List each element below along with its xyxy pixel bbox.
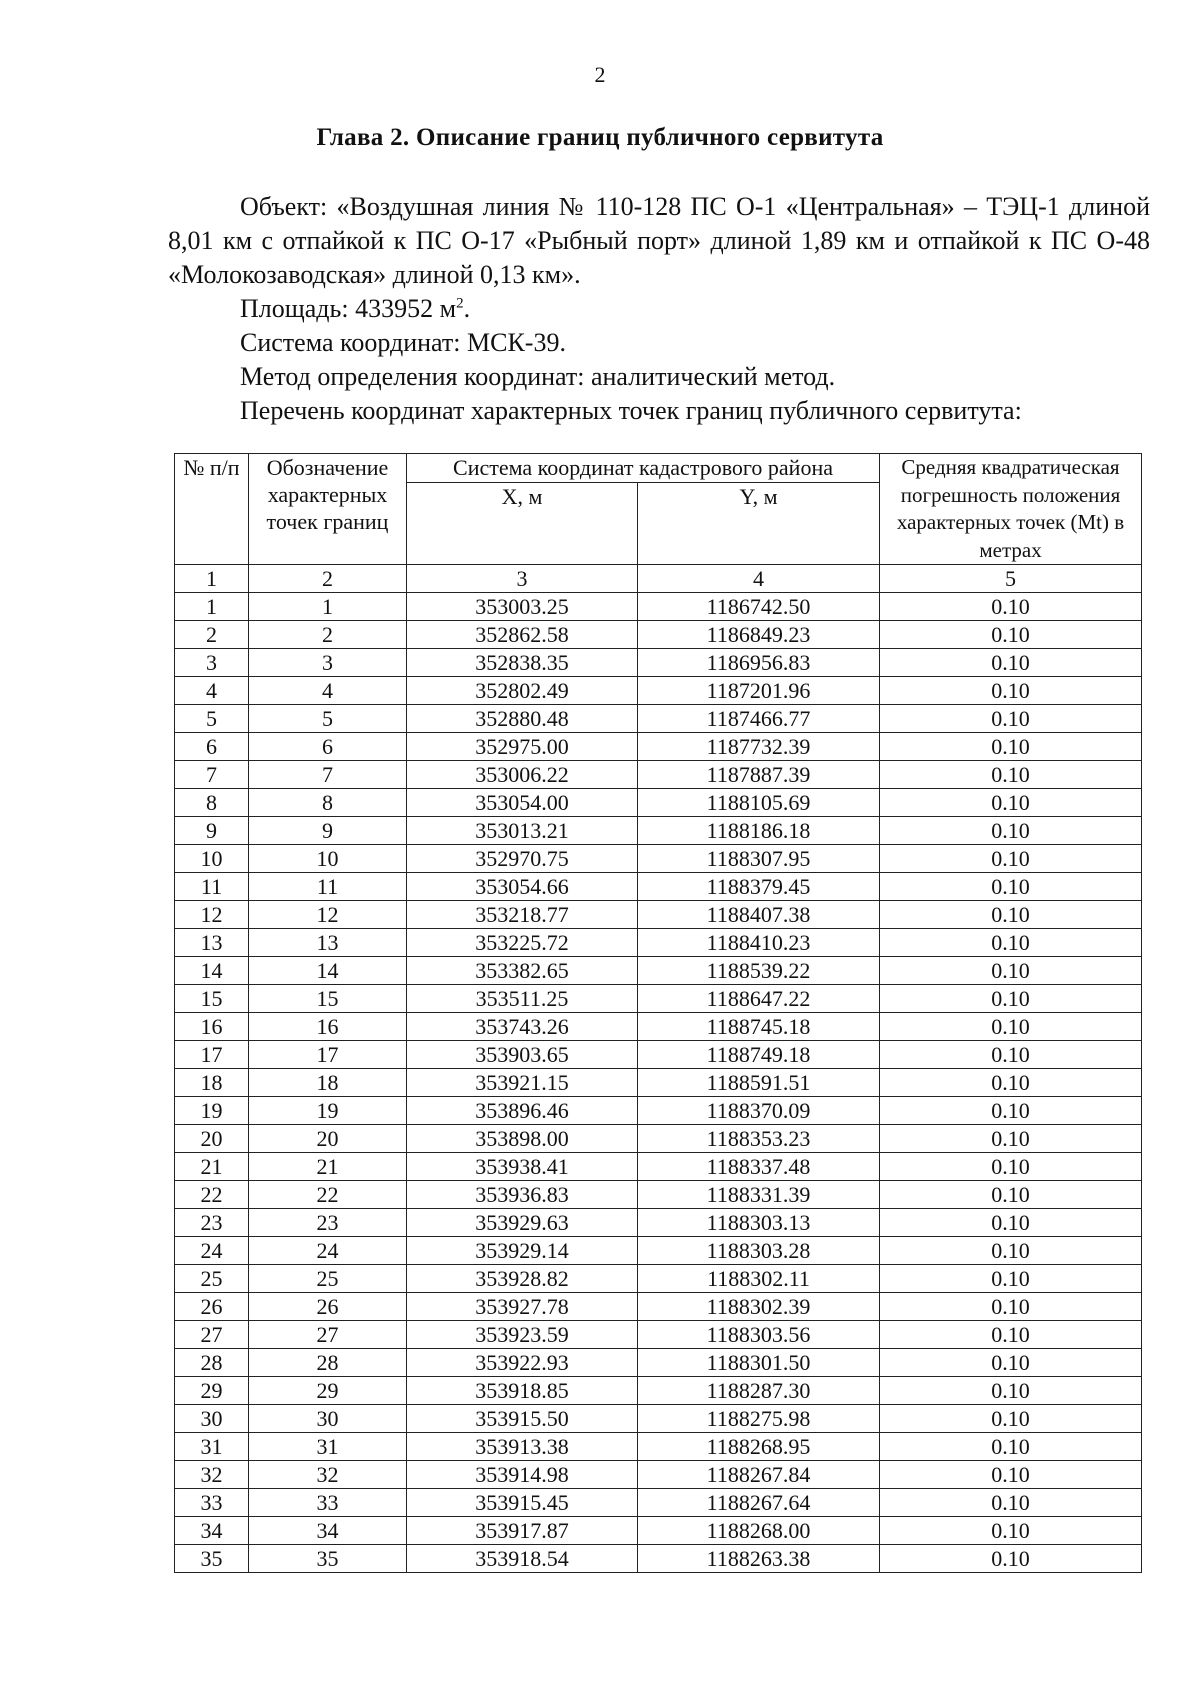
cell-designation: 34	[249, 1517, 407, 1545]
cell-number: 33	[175, 1489, 249, 1517]
cell-y: 1188268.95	[638, 1433, 880, 1461]
table-row	[175, 1321, 1142, 1349]
cell-y: 1188105.69	[638, 789, 880, 817]
cell-y: 1188539.22	[638, 957, 880, 985]
cell-error: 0.10	[880, 705, 1142, 733]
cell-number: 26	[175, 1293, 249, 1321]
cell-x: 353922.93	[407, 1349, 638, 1377]
cell-number: 9	[175, 817, 249, 845]
cell-y: 1188379.45	[638, 873, 880, 901]
cell-error: 0.10	[880, 733, 1142, 761]
cell-error: 0.10	[880, 957, 1142, 985]
cell-number: 25	[175, 1265, 249, 1293]
cell-error: 0.10	[880, 621, 1142, 649]
cell-error: 0.10	[880, 1545, 1142, 1573]
cell-number: 34	[175, 1517, 249, 1545]
table-row	[175, 789, 1142, 817]
cell-x: 353927.78	[407, 1293, 638, 1321]
object-description-text: Объект: «Воздушная линия № 110-128 ПС О-1 «Центральная» – ТЭЦ-1 длиной 8,01 км с отпайкой к ПС О-17 «Рыбный порт» длиной 1,89 км и отпайкой к ПС О-48 «Молокозаводская» длиной 0,13 км».	[168, 192, 1150, 289]
cell-number: 22	[175, 1181, 249, 1209]
cell-number: 8	[175, 789, 249, 817]
cell-x: 353938.41	[407, 1153, 638, 1181]
cell-error: 0.10	[880, 677, 1142, 705]
cell-x: 353003.25	[407, 593, 638, 621]
cell-y: 1188303.28	[638, 1237, 880, 1265]
coordinates-table	[174, 453, 1142, 1573]
chapter-heading: Глава 2. Описание границ публичного сервитута	[316, 124, 884, 151]
cell-number: 2	[175, 621, 249, 649]
table-row	[175, 1181, 1142, 1209]
cell-x: 353918.54	[407, 1545, 638, 1573]
cell-designation: 30	[249, 1405, 407, 1433]
cell-x: 353929.14	[407, 1237, 638, 1265]
cell-x: 353225.72	[407, 929, 638, 957]
cell-y: 1188302.11	[638, 1265, 880, 1293]
cell-y: 1187201.96	[638, 677, 880, 705]
coordinates-table-header	[175, 454, 1142, 565]
cell-number: 28	[175, 1349, 249, 1377]
table-row	[175, 1489, 1142, 1517]
cell-number: 4	[175, 677, 249, 705]
page-number: 2	[594, 62, 606, 87]
cell-designation: 27	[249, 1321, 407, 1349]
table-row	[175, 1349, 1142, 1377]
cell-x: 353006.22	[407, 761, 638, 789]
cell-error: 0.10	[880, 1125, 1142, 1153]
table-row	[175, 1013, 1142, 1041]
cell-x: 353054.66	[407, 873, 638, 901]
cell-x: 353903.65	[407, 1041, 638, 1069]
cell-designation: 7	[249, 761, 407, 789]
table-row	[175, 957, 1142, 985]
cell-y: 1188186.18	[638, 817, 880, 845]
cell-error: 0.10	[880, 1293, 1142, 1321]
table-row	[175, 1293, 1142, 1321]
index-cell: 1	[175, 565, 249, 593]
table-row	[175, 1405, 1142, 1433]
table-row	[175, 1097, 1142, 1125]
cell-number: 35	[175, 1545, 249, 1573]
coordinates-table-body	[175, 565, 1142, 1573]
cell-number: 5	[175, 705, 249, 733]
cell-number: 29	[175, 1377, 249, 1405]
cell-y: 1187732.39	[638, 733, 880, 761]
cell-designation: 19	[249, 1097, 407, 1125]
cell-y: 1186956.83	[638, 649, 880, 677]
cell-error: 0.10	[880, 761, 1142, 789]
cell-designation: 14	[249, 957, 407, 985]
cell-x: 353898.00	[407, 1125, 638, 1153]
cell-designation: 11	[249, 873, 407, 901]
table-row	[175, 1265, 1142, 1293]
cell-y: 1188263.38	[638, 1545, 880, 1573]
cell-designation: 6	[249, 733, 407, 761]
cell-x: 352975.00	[407, 733, 638, 761]
cell-x: 353218.77	[407, 901, 638, 929]
cell-number: 13	[175, 929, 249, 957]
cell-y: 1188331.39	[638, 1181, 880, 1209]
cell-error: 0.10	[880, 1069, 1142, 1097]
cell-error: 0.10	[880, 1097, 1142, 1125]
header-y: Y, м	[638, 482, 880, 565]
cell-y: 1188301.50	[638, 1349, 880, 1377]
cell-error: 0.10	[880, 985, 1142, 1013]
index-cell: 2	[249, 565, 407, 593]
table-row	[175, 985, 1142, 1013]
table-row	[175, 1237, 1142, 1265]
cell-x: 352970.75	[407, 845, 638, 873]
cell-number: 20	[175, 1125, 249, 1153]
cell-y: 1188302.39	[638, 1293, 880, 1321]
cell-error: 0.10	[880, 1013, 1142, 1041]
coordinate-system-line: Система координат: МСК-39.	[240, 328, 566, 357]
cell-designation: 22	[249, 1181, 407, 1209]
cell-error: 0.10	[880, 817, 1142, 845]
cell-y: 1188407.38	[638, 901, 880, 929]
index-cell: 3	[407, 565, 638, 593]
cell-x: 353915.45	[407, 1489, 638, 1517]
table-row	[175, 1069, 1142, 1097]
cell-designation: 2	[249, 621, 407, 649]
cell-y: 1188370.09	[638, 1097, 880, 1125]
header-number: № п/п	[175, 454, 249, 565]
cell-x: 353896.46	[407, 1097, 638, 1125]
cell-y: 1186849.23	[638, 621, 880, 649]
table-row	[175, 1125, 1142, 1153]
cell-x: 353743.26	[407, 1013, 638, 1041]
coordinate-method-line: Метод определения координат: аналитический метод.	[240, 362, 836, 391]
header-x: X, м	[407, 482, 638, 565]
table-row	[175, 649, 1142, 677]
cell-number: 17	[175, 1041, 249, 1069]
cell-designation: 18	[249, 1069, 407, 1097]
cell-x: 353929.63	[407, 1209, 638, 1237]
cell-designation: 31	[249, 1433, 407, 1461]
index-cell: 5	[880, 565, 1142, 593]
cell-designation: 35	[249, 1545, 407, 1573]
cell-number: 14	[175, 957, 249, 985]
cell-x: 353382.65	[407, 957, 638, 985]
cell-x: 353013.21	[407, 817, 638, 845]
cell-y: 1187887.39	[638, 761, 880, 789]
table-row	[175, 761, 1142, 789]
cell-designation: 32	[249, 1461, 407, 1489]
cell-number: 30	[175, 1405, 249, 1433]
table-row	[175, 1209, 1142, 1237]
cell-number: 11	[175, 873, 249, 901]
cell-number: 12	[175, 901, 249, 929]
cell-designation: 16	[249, 1013, 407, 1041]
cell-designation: 5	[249, 705, 407, 733]
cell-x: 353921.15	[407, 1069, 638, 1097]
cell-x: 352802.49	[407, 677, 638, 705]
cell-designation: 29	[249, 1377, 407, 1405]
table-row	[175, 705, 1142, 733]
cell-error: 0.10	[880, 873, 1142, 901]
cell-number: 19	[175, 1097, 249, 1125]
cell-designation: 9	[249, 817, 407, 845]
cell-designation: 33	[249, 1489, 407, 1517]
cell-y: 1188353.23	[638, 1125, 880, 1153]
cell-number: 6	[175, 733, 249, 761]
cell-number: 1	[175, 593, 249, 621]
cell-x: 352880.48	[407, 705, 638, 733]
cell-y: 1188267.84	[638, 1461, 880, 1489]
cell-number: 31	[175, 1433, 249, 1461]
cell-error: 0.10	[880, 1377, 1142, 1405]
cell-x: 353917.87	[407, 1517, 638, 1545]
cell-x: 353936.83	[407, 1181, 638, 1209]
cell-designation: 13	[249, 929, 407, 957]
cell-designation: 15	[249, 985, 407, 1013]
cell-y: 1188647.22	[638, 985, 880, 1013]
cell-number: 18	[175, 1069, 249, 1097]
cell-error: 0.10	[880, 1265, 1142, 1293]
cell-number: 3	[175, 649, 249, 677]
cell-error: 0.10	[880, 1237, 1142, 1265]
cell-number: 16	[175, 1013, 249, 1041]
cell-y: 1187466.77	[638, 705, 880, 733]
cell-y: 1188287.30	[638, 1377, 880, 1405]
cell-number: 23	[175, 1209, 249, 1237]
index-cell: 4	[638, 565, 880, 593]
cell-error: 0.10	[880, 1433, 1142, 1461]
cell-y: 1188268.00	[638, 1517, 880, 1545]
cell-error: 0.10	[880, 929, 1142, 957]
area-line	[240, 292, 470, 326]
cell-designation: 3	[249, 649, 407, 677]
cell-y: 1188303.56	[638, 1321, 880, 1349]
table-row	[175, 733, 1142, 761]
cell-x: 353928.82	[407, 1265, 638, 1293]
table-row	[175, 1517, 1142, 1545]
object-description	[168, 190, 1150, 292]
table-row	[175, 873, 1142, 901]
area-label: Площадь: 433952 м	[240, 294, 457, 323]
cell-designation: 10	[249, 845, 407, 873]
table-row	[175, 817, 1142, 845]
cell-designation: 24	[249, 1237, 407, 1265]
cell-designation: 28	[249, 1349, 407, 1377]
cell-error: 0.10	[880, 1209, 1142, 1237]
table-row	[175, 1153, 1142, 1181]
cell-x: 353923.59	[407, 1321, 638, 1349]
cell-y: 1188410.23	[638, 929, 880, 957]
cell-x: 352838.35	[407, 649, 638, 677]
cell-designation: 17	[249, 1041, 407, 1069]
cell-number: 7	[175, 761, 249, 789]
cell-number: 15	[175, 985, 249, 1013]
cell-error: 0.10	[880, 901, 1142, 929]
cell-error: 0.10	[880, 1489, 1142, 1517]
table-row	[175, 1545, 1142, 1573]
index-row	[175, 565, 1142, 593]
table-row	[175, 1041, 1142, 1069]
cell-y: 1188307.95	[638, 845, 880, 873]
cell-x: 353511.25	[407, 985, 638, 1013]
cell-y: 1188267.64	[638, 1489, 880, 1517]
cell-y: 1188749.18	[638, 1041, 880, 1069]
table-row	[175, 845, 1142, 873]
cell-number: 27	[175, 1321, 249, 1349]
table-row	[175, 621, 1142, 649]
cell-error: 0.10	[880, 1405, 1142, 1433]
cell-designation: 26	[249, 1293, 407, 1321]
cell-number: 10	[175, 845, 249, 873]
cell-error: 0.10	[880, 1041, 1142, 1069]
table-row	[175, 1433, 1142, 1461]
cell-y: 1188745.18	[638, 1013, 880, 1041]
cell-y: 1188303.13	[638, 1209, 880, 1237]
cell-number: 21	[175, 1153, 249, 1181]
cell-y: 1188275.98	[638, 1405, 880, 1433]
cell-designation: 1	[249, 593, 407, 621]
table-row	[175, 677, 1142, 705]
cell-y: 1188337.48	[638, 1153, 880, 1181]
coordinates-list-intro: Перечень координат характерных точек границ публичного сервитута:	[240, 396, 1022, 425]
cell-x: 353914.98	[407, 1461, 638, 1489]
header-coordinate-system: Система координат кадастрового района	[407, 454, 880, 483]
table-row	[175, 1461, 1142, 1489]
cell-error: 0.10	[880, 593, 1142, 621]
cell-y: 1188591.51	[638, 1069, 880, 1097]
table-row	[175, 1377, 1142, 1405]
cell-number: 32	[175, 1461, 249, 1489]
header-error: Средняя квадратическая погрешность положения характерных точек (Mt) в метрах	[880, 454, 1142, 565]
area-unit-superscript: 2	[456, 295, 464, 312]
cell-designation: 4	[249, 677, 407, 705]
table-row	[175, 929, 1142, 957]
cell-error: 0.10	[880, 1461, 1142, 1489]
cell-designation: 25	[249, 1265, 407, 1293]
area-tail: .	[463, 294, 471, 323]
cell-error: 0.10	[880, 1153, 1142, 1181]
cell-error: 0.10	[880, 1321, 1142, 1349]
cell-error: 0.10	[880, 649, 1142, 677]
table-row	[175, 901, 1142, 929]
cell-x: 353918.85	[407, 1377, 638, 1405]
cell-x: 353913.38	[407, 1433, 638, 1461]
cell-designation: 8	[249, 789, 407, 817]
cell-x: 352862.58	[407, 621, 638, 649]
cell-designation: 12	[249, 901, 407, 929]
cell-designation: 20	[249, 1125, 407, 1153]
cell-error: 0.10	[880, 1181, 1142, 1209]
cell-x: 353915.50	[407, 1405, 638, 1433]
cell-error: 0.10	[880, 1349, 1142, 1377]
cell-designation: 23	[249, 1209, 407, 1237]
cell-number: 24	[175, 1237, 249, 1265]
cell-y: 1186742.50	[638, 593, 880, 621]
header-designation: Обозначение характерных точек границ	[249, 454, 407, 565]
cell-error: 0.10	[880, 845, 1142, 873]
table-row	[175, 593, 1142, 621]
cell-x: 353054.00	[407, 789, 638, 817]
cell-designation: 21	[249, 1153, 407, 1181]
cell-error: 0.10	[880, 1517, 1142, 1545]
cell-error: 0.10	[880, 789, 1142, 817]
